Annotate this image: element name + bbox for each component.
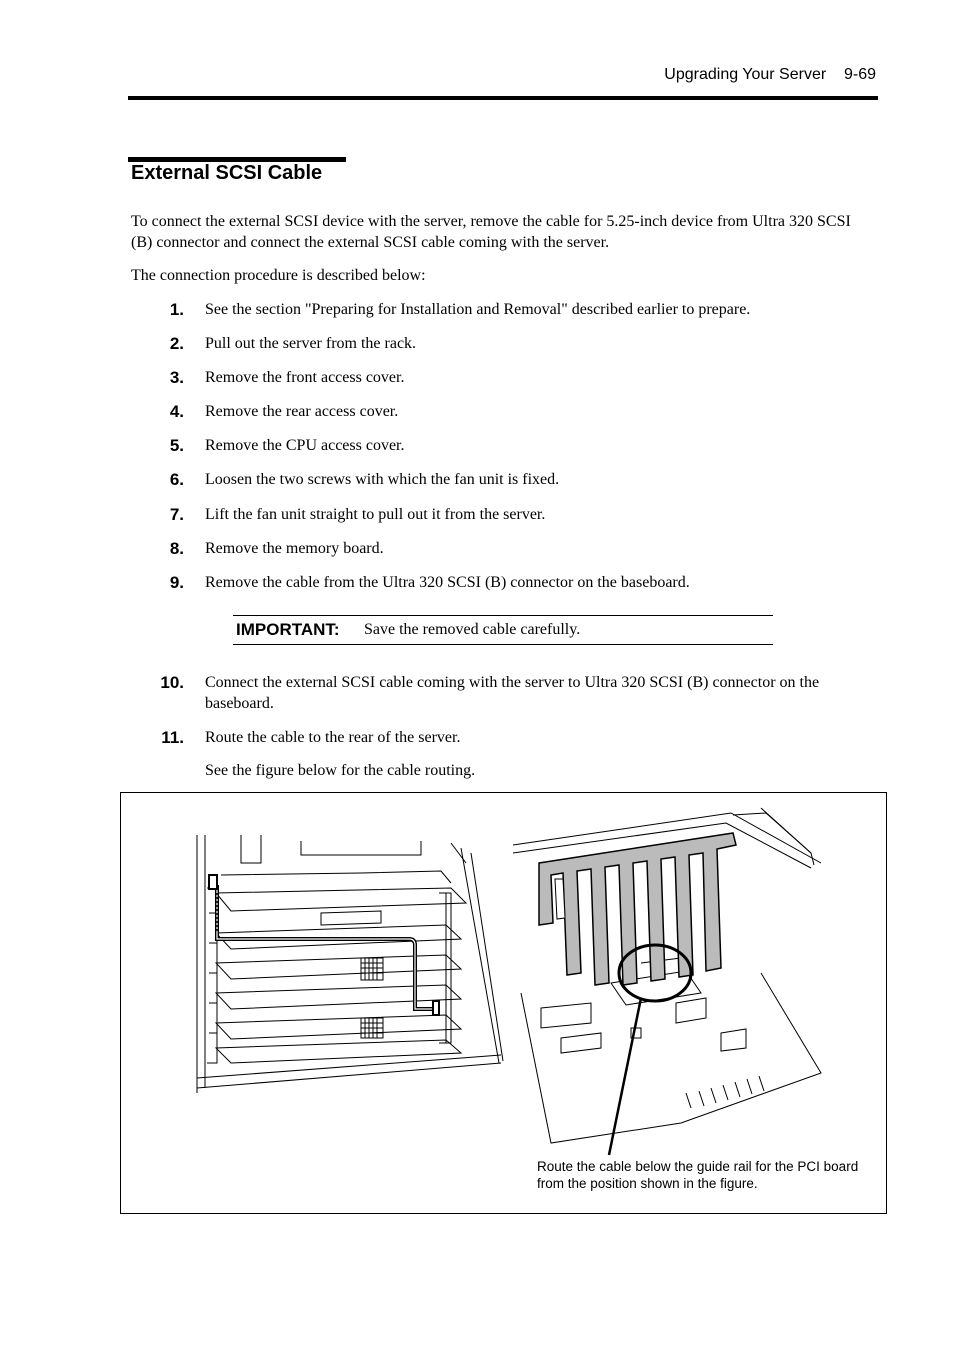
step-text: Lift the fan unit straight to pull out it from the server. <box>205 506 546 523</box>
step-text: Connect the external SCSI cable coming with the server to Ultra 320 SCSI (B) connector on the baseboard. <box>205 674 820 712</box>
step-number: 1. <box>169 300 184 319</box>
step-number: 7. <box>169 505 184 524</box>
step-text: Pull out the server from the rack. <box>205 335 417 352</box>
step-text: Remove the cable from the Ultra 320 SCSI (B) connector on the baseboard. <box>205 574 690 591</box>
section-title: External SCSI Cable <box>131 162 323 184</box>
step-number: 3. <box>169 368 184 387</box>
step-number: 2. <box>169 334 184 353</box>
step-number: 4. <box>169 402 184 421</box>
step-text: Loosen the two screws with which the fan unit is fixed. <box>205 471 560 488</box>
cable-routing-illustration <box>121 793 886 1213</box>
page-header <box>128 66 878 100</box>
step-text: Remove the CPU access cover. <box>205 437 405 454</box>
step-note-text: See the figure below for the cable routing. <box>205 762 476 779</box>
step-text: Remove the memory board. <box>205 540 384 557</box>
step-text: Route the cable to the rear of the server. <box>205 729 461 746</box>
procedure-intro: The connection procedure is described below: <box>131 267 426 284</box>
page-number: 9-69 <box>843 66 876 83</box>
step-number: 9. <box>169 573 184 592</box>
intro-paragraph: To connect the external SCSI device with the server, remove the cable for 5.25-inch device from Ultra 320 SCSI (B) connector and connect the external SCSI cable coming with the server. <box>131 213 851 251</box>
cable-routing-figure <box>120 792 887 1214</box>
step-text: Remove the rear access cover. <box>205 403 399 420</box>
important-note <box>233 615 773 645</box>
important-label: IMPORTANT: <box>236 620 340 639</box>
figure-caption: Route the cable below the guide rail for the PCI board from the position shown in the figure. <box>537 1159 859 1191</box>
header-text <box>664 66 876 84</box>
step-text: Remove the front access cover. <box>205 369 405 386</box>
running-title: Upgrading Your Server <box>664 66 827 83</box>
step-number: 11. <box>161 728 184 747</box>
step-number: 10. <box>160 673 184 692</box>
step-number: 5. <box>169 436 184 455</box>
step-text: See the section "Preparing for Installation and Removal" described earlier to prepare. <box>205 301 751 318</box>
important-text: Save the removed cable carefully. <box>364 621 581 638</box>
step-number: 6. <box>169 470 184 489</box>
step-number: 8. <box>169 539 184 558</box>
